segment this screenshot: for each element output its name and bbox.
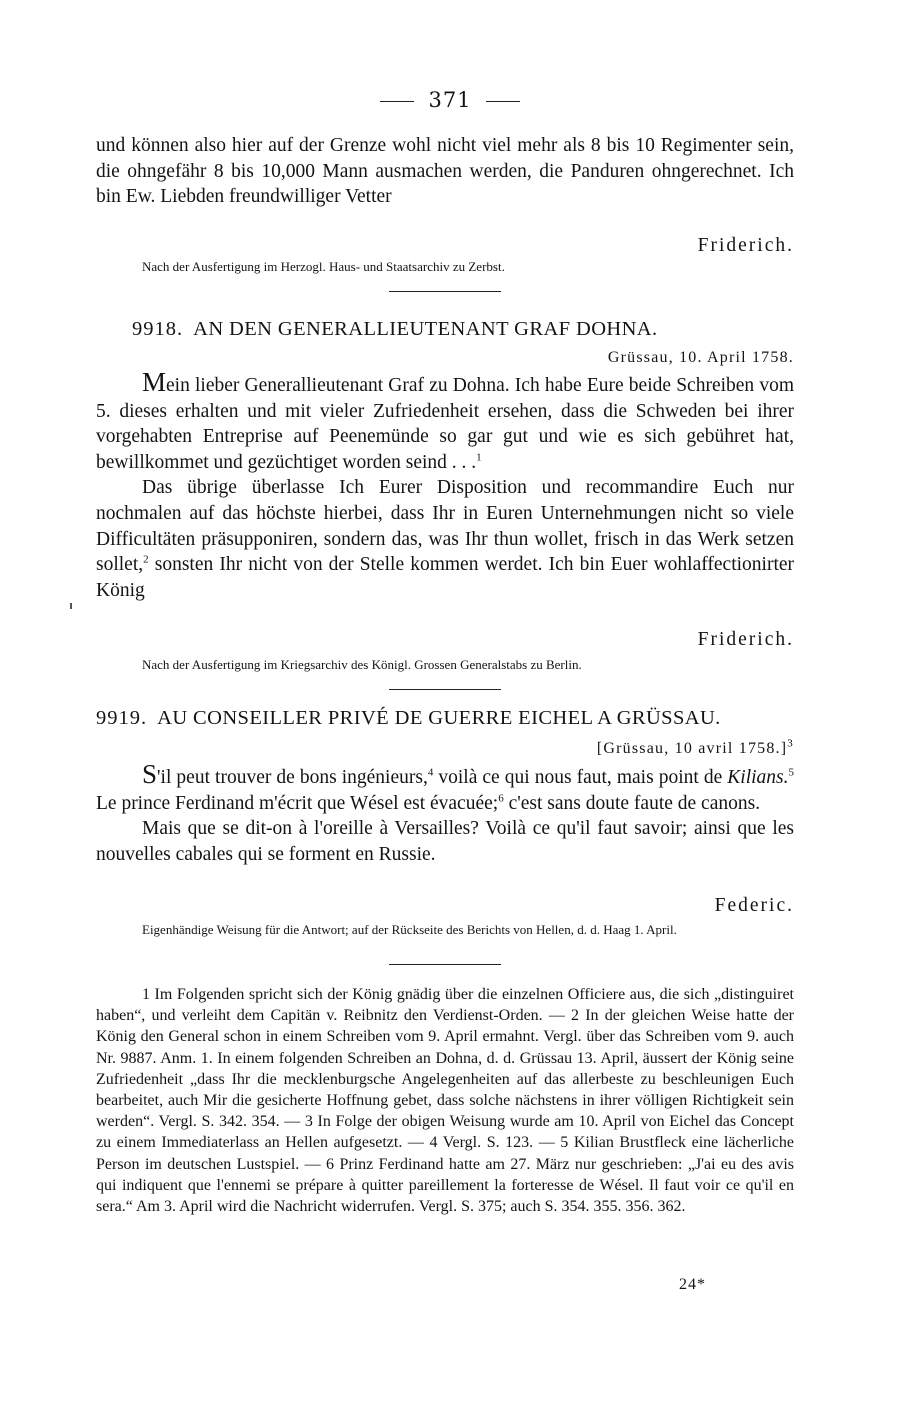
doc-9919-paragraph-2 <box>96 816 794 867</box>
doc-9919-paragraph-1-text-a: 'il peut trouver de bons ingénieurs, <box>157 767 428 788</box>
section-divider <box>389 291 501 292</box>
continuation-source-note: Nach der Ausfertigung im Herzogl. Haus- und Staatsarchiv zu Zerbst. <box>142 259 505 274</box>
doc-9919-paragraph-1-text-c: Le prince Ferdinand m'écrit que Wésel est évacuée; <box>96 792 499 814</box>
doc-9918-signature: Friderich. <box>697 629 794 650</box>
doc-9919-kilians: Kilians. <box>727 767 789 788</box>
footnote-ref-5: 5 <box>788 766 795 779</box>
running-head-dash-right <box>486 101 520 102</box>
doc-9919-source-note: Eigenhändige Weisung für die Antwort; auf der Rückseite des Berichts von Hellen, d. d. Haag 1. April. <box>142 922 677 937</box>
doc-9918-body <box>96 367 795 603</box>
doc-9918-initial: M <box>142 367 167 397</box>
doc-9919-paragraph-2-text: Mais que se dit-on à l'oreille à Versailles? Voilà ce qu'il faut savoir; ainsi que les nouvelles cabales qui se forment en Russie. <box>96 818 794 865</box>
doc-9918-paragraph-2-text-a: Das übrige überlasse Ich Eurer Disposition und recommandire Euch nur nochmalen auf das höchste hierbei, dass Ihr in Euren Unternehmungen nicht so viele Difficultäten präsupponiren, sondern das, was Ihr thun wollet, frisch in das Werk setzen sollet, <box>96 477 794 576</box>
doc-9919-heading <box>96 707 794 730</box>
continuation-paragraph <box>96 133 794 210</box>
scan-speck <box>70 603 72 609</box>
doc-9918-dateline: Grüssau, 10. April 1758. <box>607 349 794 366</box>
footnote-ref-6: 6 <box>498 792 504 805</box>
section-divider <box>389 689 501 690</box>
doc-9919-dateline <box>96 739 818 759</box>
doc-9919-initial: S <box>142 759 158 789</box>
footnotes <box>96 984 794 1217</box>
doc-9918-paragraph-2 <box>96 475 794 603</box>
footnote-ref-1: 1 <box>476 451 482 464</box>
doc-9919-dateline-text: [Grüssau, 10 avril 1758.] <box>596 740 788 757</box>
doc-9918-source-note: Nach der Ausfertigung im Kriegsarchiv des Königl. Grossen Generalstabs zu Berlin. <box>142 657 582 672</box>
footnote-ref-2: 2 <box>143 553 149 566</box>
doc-9919-paragraph-1-text-d: c'est sans doute faute de canons. <box>508 792 761 814</box>
doc-9918-paragraph-2-text-b: sonsten Ihr nicht von der Stelle kommen werdet. Ich bin Euer wohlaffectionirter König <box>96 554 795 601</box>
sheet-signature-mark: 24* <box>679 1276 706 1293</box>
footnotes-text: 1 Im Folgenden spricht sich der König gnädig über die einzelnen Officiere aus, die sich „distinguiret haben“, und verleiht dem Capitän v. Reibnitz den Verdienst-Orden. — 2 In der gleichen Weise hatte der König den General schon in einem Schreiben vom 9. April ermahnt. Vergl. über das Schreiben vom 9. auch Nr. 9887. Anm. 1. In einem folgenden Schreiben an Dohna, d. d. Grüssau 13. April, äussert der König seine Zufriedenheit „dass Ihr die mecklenburgsche Angelegenheiten auf das allerbeste zu beschleunigen Euch bearbeitet, auch Mir die gesicherte Hoffnung gebet, dass solche nächstens in ihrer völligen Richtigkeit sein werden“. Vergl. S. 342. 354. — 3 In Folge der obigen Weisung wurde am 10. April von Eichel das Concept zu einem Immediaterlass an Hellen aufgesetzt. — 4 Vergl. S. 123. — 5 Kilian Brustfleck eine lächerliche Person im deutschen Lustspiel. — 6 Prinz Ferdinand hatte am 27. März nur geschrieben: „J'ai eu des avis qui indiquent que l'ennemi se prépare à quitter pareillement la forteresse de Wésel. Il faut voir ce qu'il en sera.“ Am 3. April wird die Nachricht widerrufen. Vergl. S. 375; auch S. 354. 355. 356. 362. <box>96 986 794 1216</box>
continuation-signature: Friderich. <box>697 235 794 256</box>
doc-9919-paragraph-1 <box>96 759 795 816</box>
footnote-ref-4: 4 <box>427 766 434 779</box>
footnote-ref-3: 3 <box>787 737 794 750</box>
doc-9919-title: AU CONSEILLER PRIVÉ DE GUERRE EICHEL A GRÜSSAU. <box>157 707 721 729</box>
doc-9919-body <box>96 759 795 867</box>
doc-9918-heading <box>96 318 830 341</box>
doc-9918-number: 9918. <box>132 318 184 340</box>
page-number: 371 <box>428 88 472 112</box>
doc-9918-title: AN DEN GENERALLIEUTENANT GRAF DOHNA. <box>193 318 658 340</box>
doc-9919-paragraph-1-text-b: voilà ce qui nous faut, mais point de <box>438 767 723 788</box>
doc-9918-paragraph-1-text: ein lieber Generallieutenant Graf zu Dohna. Ich habe Eure beide Schreiben vom 5. dieses erhalten und mit vieler Zufriedenheit ersehen, dass die Schweden bei ihrer vorgehabten Entreprise auf Peenemünde so gar gut und wie es sich gebühret hat, bewillkommet und gezüchtiget worden seind . . . <box>96 375 794 473</box>
running-head-dash-left <box>380 101 414 102</box>
continuation-text: und können also hier auf der Grenze wohl nicht viel mehr als 8 bis 10 Regimenter sein, die ohngefähr 8 bis 10,000 Mann ausmachen werden, die Panduren ohngerechnet. Ich bin Ew. Liebden freundwilliger Vetter <box>96 135 794 208</box>
doc-9919-signature: Federic. <box>714 895 794 916</box>
doc-9918-paragraph-1 <box>96 367 794 475</box>
doc-9919-number: 9919. <box>96 707 148 729</box>
section-divider <box>389 964 501 965</box>
running-head <box>0 88 900 112</box>
